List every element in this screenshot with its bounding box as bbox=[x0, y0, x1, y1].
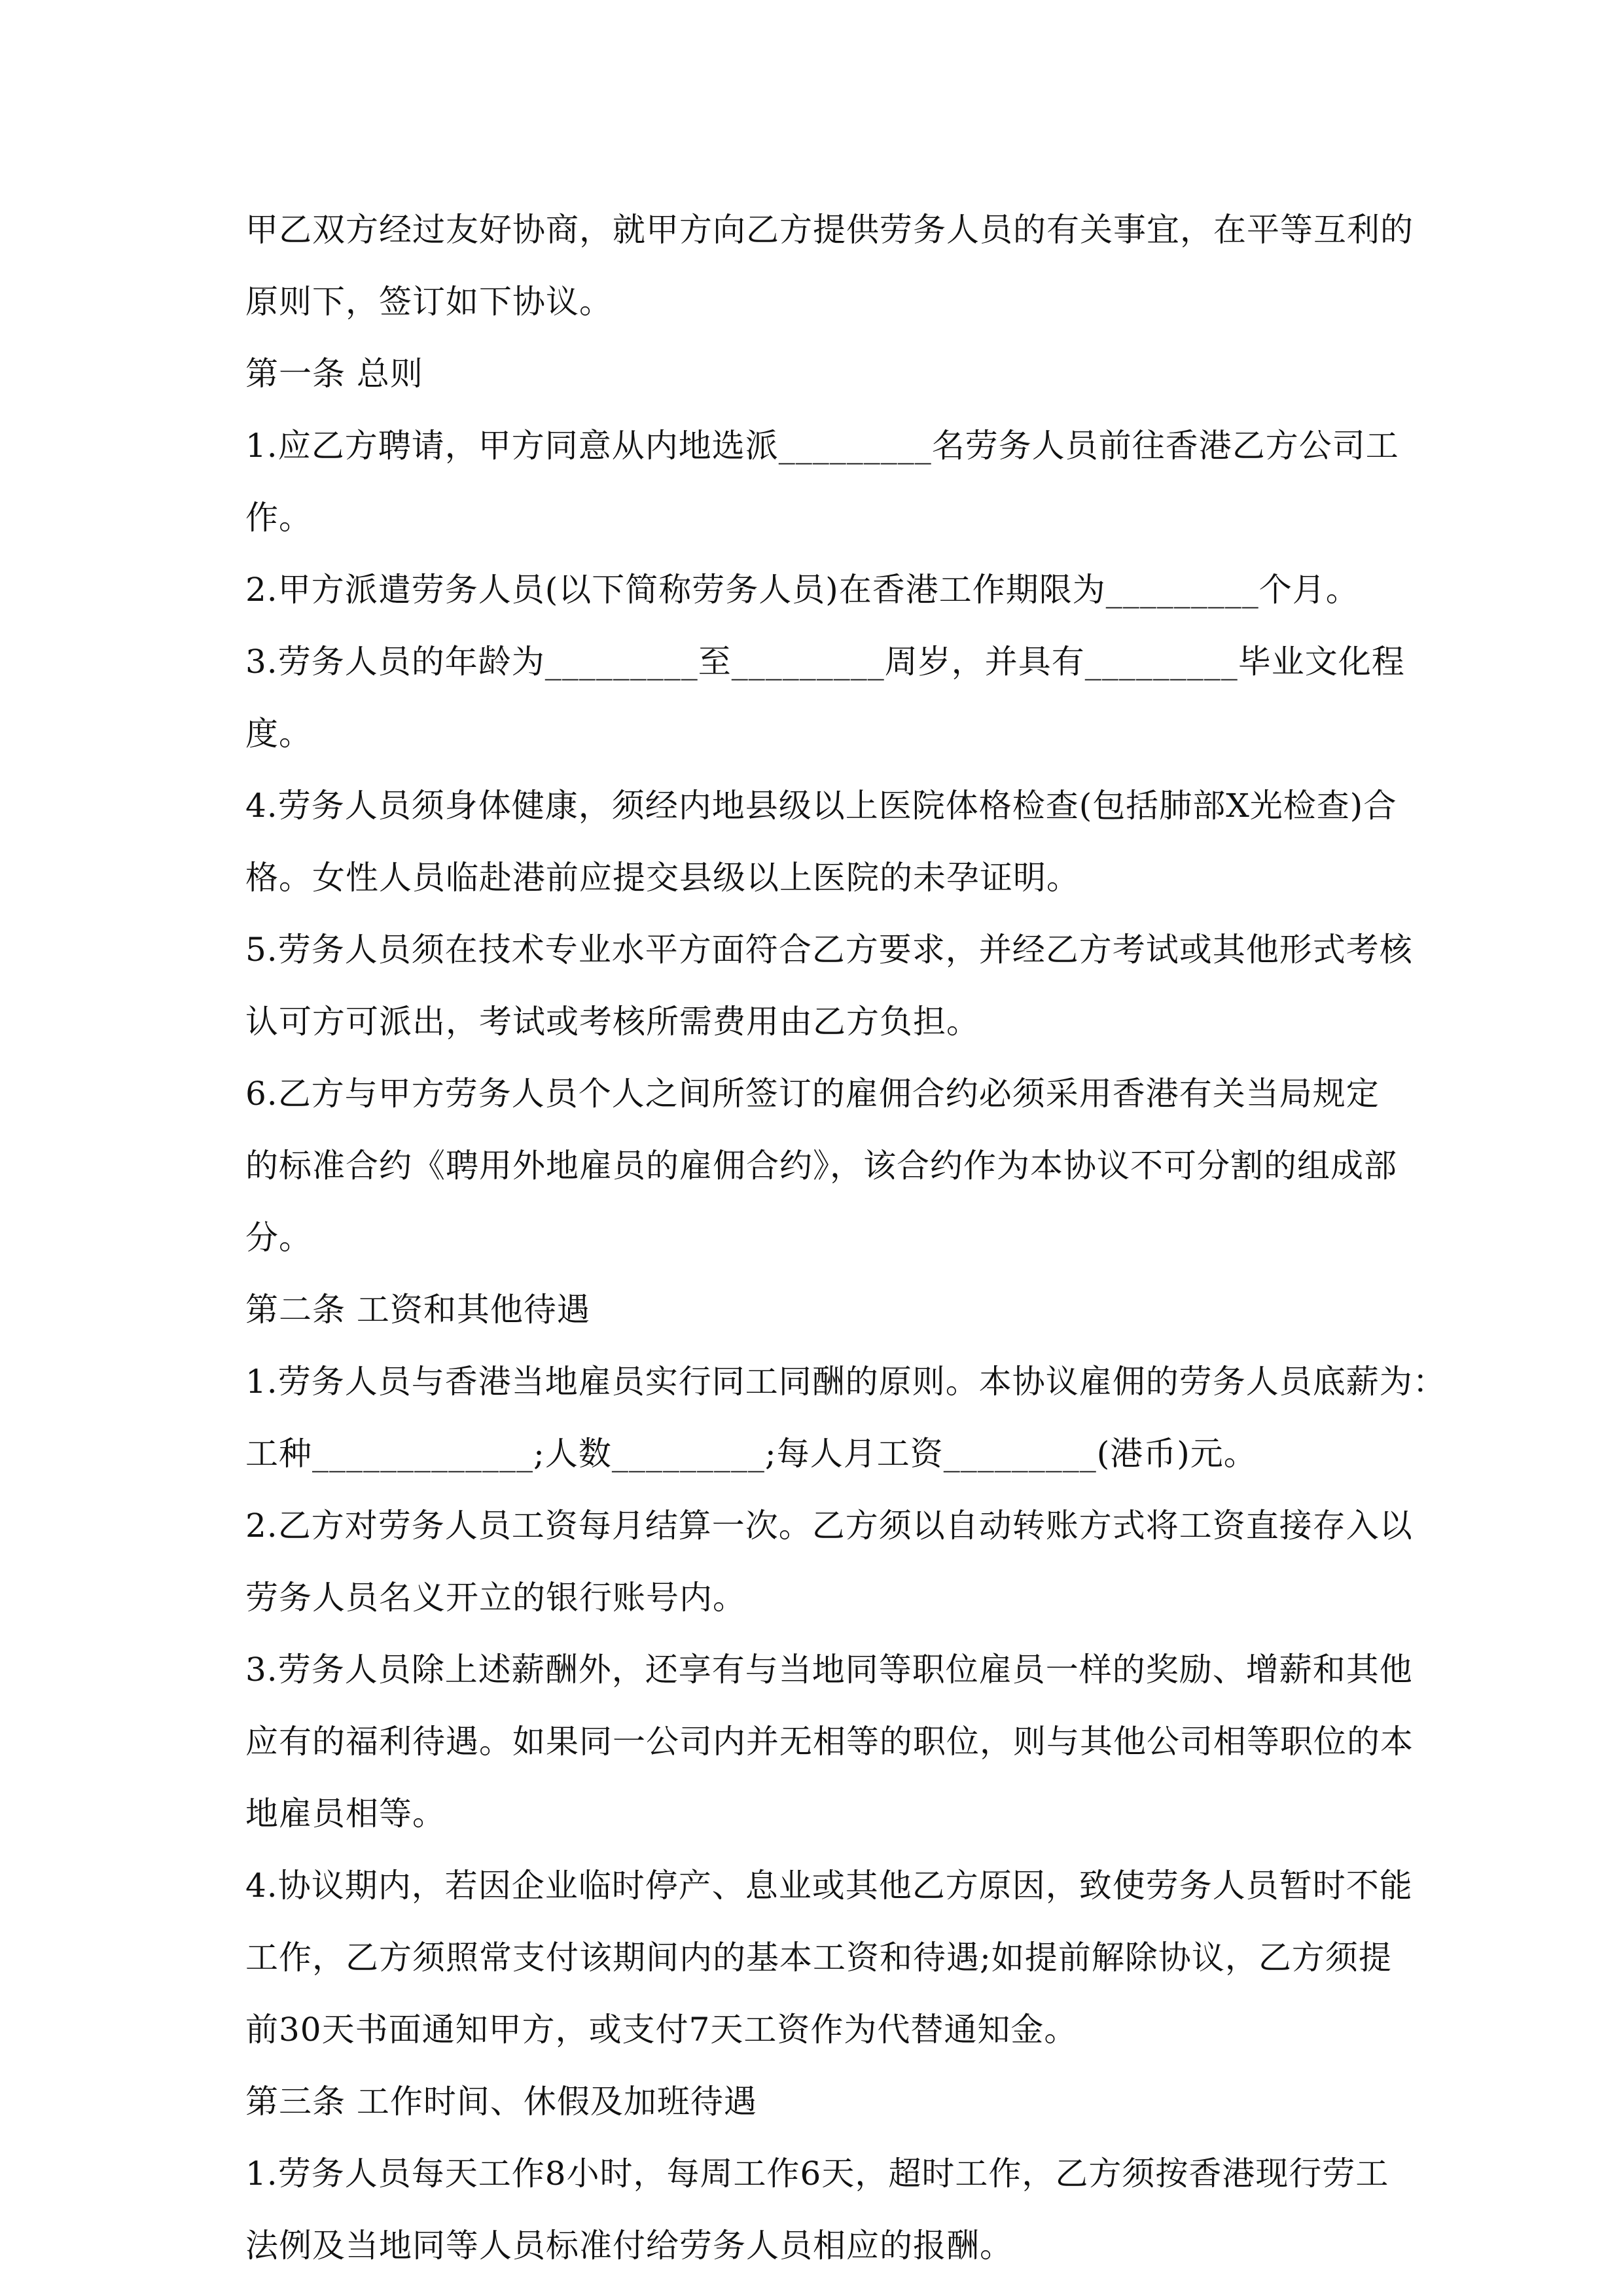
text-line: 工种_____________;人数_________;每人月工资_________(港币)元。 bbox=[245, 1435, 1257, 1473]
text-line: 2.乙方对劳务人员工资每月结算一次。乙方须以自动转账方式将工资直接存入以 bbox=[245, 1507, 1413, 1545]
text-line: 3.劳务人员的年龄为_________至_________周岁，并具有_________毕业文化程 bbox=[245, 643, 1405, 681]
text-line: 2.甲方派遣劳务人员(以下简称劳务人员)在香港工作期限为_________个月。 bbox=[245, 571, 1359, 609]
text-line: 1.应乙方聘请，甲方同意从内地选派_________名劳务人员前往香港乙方公司工 bbox=[245, 427, 1399, 465]
text-line: 分。 bbox=[245, 1219, 312, 1257]
text-line: 工作，乙方须照常支付该期间内的基本工资和待遇;如提前解除协议，乙方须提 bbox=[245, 1939, 1392, 1977]
section-heading: 第一条 总则 bbox=[245, 355, 423, 393]
text-line: 1.劳务人员与香港当地雇员实行同工同酬的原则。本协议雇佣的劳务人员底薪为： bbox=[245, 1363, 1446, 1401]
text-line: 的标准合约《聘用外地雇员的雇佣合约》，该合约作为本协议不可分割的组成部 bbox=[245, 1147, 1397, 1185]
text-line: 格。女性人员临赴港前应提交县级以上医院的未孕证明。 bbox=[245, 859, 1080, 897]
text-line: 4.协议期内，若因企业临时停产、息业或其他乙方原因，致使劳务人员暂时不能 bbox=[245, 1867, 1413, 1905]
text-line: 度。 bbox=[245, 715, 312, 753]
text-line: 前30天书面通知甲方，或支付7天工资作为代替通知金。 bbox=[245, 2011, 1078, 2049]
text-line: 5.劳务人员须在技术专业水平方面符合乙方要求，并经乙方考试或其他形式考核 bbox=[245, 931, 1413, 969]
text-line: 3.劳务人员除上述薪酬外，还享有与当地同等职位雇员一样的奖励、增薪和其他 bbox=[245, 1651, 1413, 1689]
text-line: 作。 bbox=[245, 499, 312, 537]
text-line: 甲乙双方经过友好协商，就甲方向乙方提供劳务人员的有关事宜，在平等互利的 bbox=[245, 211, 1414, 249]
section-heading: 第三条 工作时间、休假及加班待遇 bbox=[245, 2083, 757, 2121]
text-line: 认可方可派出，考试或考核所需费用由乙方负担。 bbox=[245, 1003, 980, 1041]
text-line: 6.乙方与甲方劳务人员个人之间所签订的雇佣合约必须采用香港有关当局规定 bbox=[245, 1075, 1380, 1113]
text-line: 原则下，签订如下协议。 bbox=[245, 283, 613, 321]
text-line: 应有的福利待遇。如果同一公司内并无相等的职位，则与其他公司相等职位的本 bbox=[245, 1723, 1414, 1761]
document-body bbox=[245, 194, 1446, 2282]
section-heading: 第二条 工资和其他待遇 bbox=[245, 1291, 590, 1329]
text-line: 法例及当地同等人员标准付给劳务人员相应的报酬。 bbox=[245, 2227, 1013, 2265]
text-line: 4.劳务人员须身体健康，须经内地县级以上医院体格检查(包括肺部X光检查)合 bbox=[245, 787, 1397, 825]
text-line: 1.劳务人员每天工作8小时，每周工作6天，超时工作，乙方须按香港现行劳工 bbox=[245, 2155, 1389, 2193]
text-line: 劳务人员名义开立的银行账号内。 bbox=[245, 1579, 746, 1617]
text-line: 地雇员相等。 bbox=[245, 1795, 446, 1833]
